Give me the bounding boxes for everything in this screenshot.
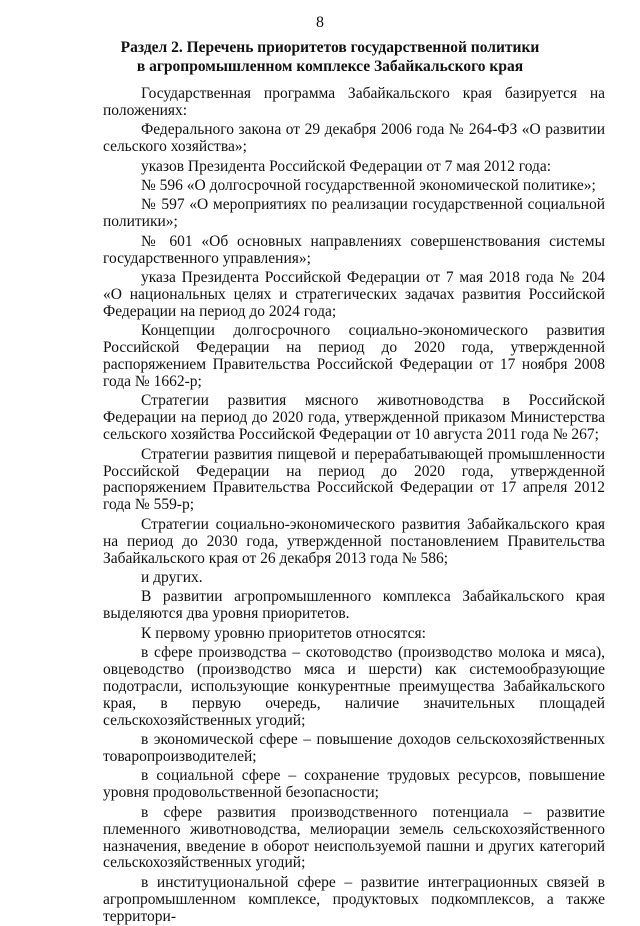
paragraph: № 596 «О долгосрочной государственной экономической политике»; [141, 177, 596, 195]
paragraph: К первому уровню приоритетов относятся: [141, 624, 426, 642]
paragraph: в сфере развития производственного потенциала – развитие племенного животноводства, мелиорации земель сельскохозяйственного назначения, введение в оборот неиспользуемой пашни и других категорий сельскохозяйственных угодий; [103, 803, 605, 872]
paragraph: Стратегии развития мясного животноводства в Российской Федерации на период до 2020 года, утвержденной приказом Министерства сельского хозяйства Российской Федерации от 10 августа 2011 года № 267; [103, 392, 605, 444]
paragraph: № 597 «О мероприятиях по реализации государственной социальной политики»; [103, 196, 605, 231]
section-heading-line-2: в агропромышленном комплексе Забайкальского края [136, 58, 524, 75]
paragraph: Государственная программа Забайкальского края базируется на положениях: [103, 85, 605, 119]
paragraph: в социальной сфере – сохранение трудовых ресурсов, повышение уровня продовольственной безопасности; [103, 767, 605, 802]
document-body [103, 86, 605, 926]
paragraph: Федерального закона от 29 декабря 2006 года № 264-ФЗ «О развитии сельского хозяйства»; [103, 121, 605, 156]
paragraph: в институциональной сфере – развитие интеграционных связей в агропромышленном комплексе, продуктовых подкомплексов, а также территори- [103, 873, 605, 925]
paragraph: в сфере производства – скотоводство (производство молока и мяса), овцеводство (производство мяса и шерсти) как системообразующие подотрасли, использующие конкурентные преимущества Забайкальского края, в первую очередь, наличие значительных площадей сельскохозяйственных угодий; [103, 644, 605, 729]
paragraph: Концепции долгосрочного социально-экономического развития Российской Федерации на период до 2020 года, утвержденной распоряжением Правительства Российской Федерации от 17 ноября 2008 года № 1662-р; [103, 322, 605, 390]
section-heading [100, 38, 560, 76]
section-heading-line-1: Раздел 2. Перечень приоритетов государственной политики [120, 39, 540, 56]
paragraph: и других. [141, 568, 203, 586]
paragraph: указа Президента Российской Федерации от 7 мая 2018 года № 204 «О национальных целях и стратегических задачах развития Российской Федерации на период до 2024 года; [103, 269, 605, 320]
paragraph: № 601 «Об основных направлениях совершенствования системы государственного управления»; [103, 232, 605, 267]
paragraph: в экономической сфере – повышение доходов сельскохозяйственных товаропроизводителей; [103, 731, 605, 766]
paragraph: В развитии агропромышленного комплекса Забайкальского края выделяются два уровня приоритетов. [103, 588, 605, 623]
paragraph: указов Президента Российской Федерации от 7 мая 2012 года: [141, 157, 552, 175]
page-number: 8 [316, 14, 324, 31]
paragraph: Стратегии развития пищевой и перерабатывающей промышленности Российской Федерации на период до 2020 года, утвержденной распоряжением Правительства Российской Федерации от 17 апреля 2012 года № 559-р; [103, 445, 605, 514]
paragraph: Стратегии социально-экономического развития Забайкальского края на период до 2030 года, утвержденной постановлением Правительства Забайкальского края от 26 декабря 2013 года № 586; [103, 515, 605, 567]
